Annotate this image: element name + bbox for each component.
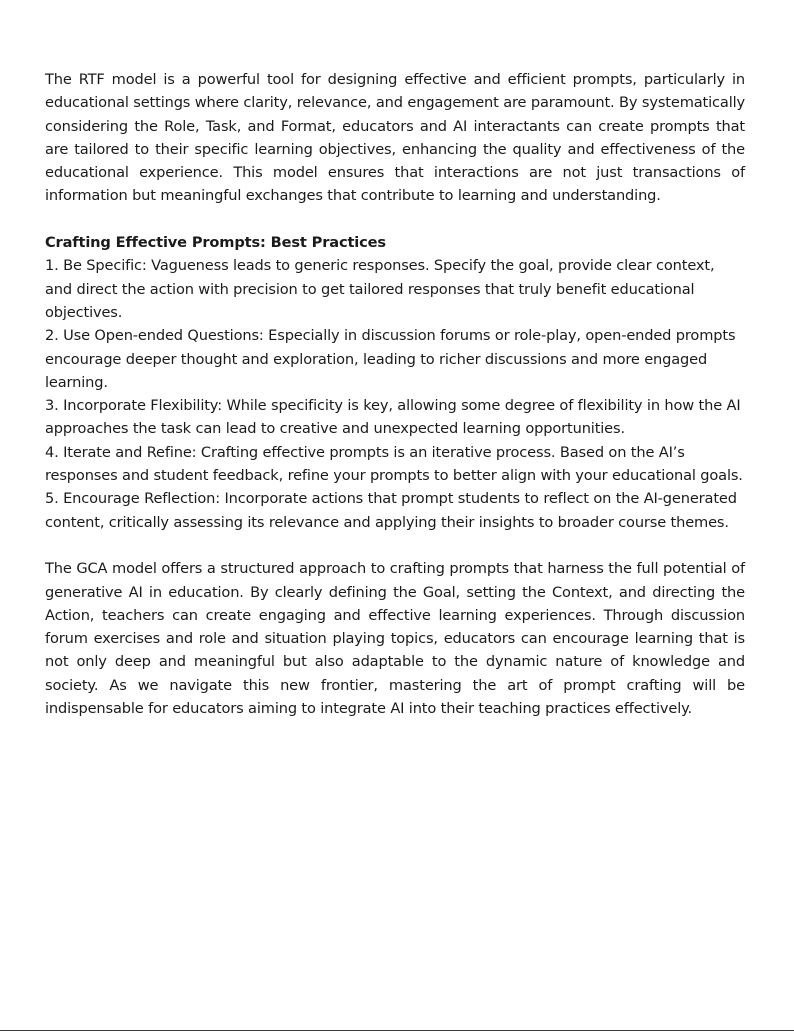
list-item: 1. Be Specific: Vagueness leads to generic responses. Specify the goal, provide clear context, and direct the action with precision to get tailored responses that truly benefit educational objectives. xyxy=(45,257,715,321)
section-heading: Crafting Effective Prompts: Best Practices xyxy=(45,234,386,252)
closing-paragraph: The GCA model offers a structured approach to crafting prompts that harness the full potential of generative AI in education. By clearly defining the Goal, setting the Context, and directing the Action, teachers can create engaging and effective learning experiences. Through discussion forum exercises and role and situation playing topics, educators can encourage learning that is not only deep and meaningful but also adaptable to the dynamic nature of knowledge and society. As we navigate this new frontier, mastering the art of prompt crafting will be indispensable for educators aiming to integrate AI into their teaching practices effectively. xyxy=(45,560,745,718)
document-body xyxy=(45,68,745,720)
intro-paragraph: The RTF model is a powerful tool for designing effective and efficient prompts, particularly in educational settings where clarity, relevance, and engagement are paramount. By systematically considering the Role, Task, and Format, educators and AI interactants can create prompts that are tailored to their specific learning objectives, enhancing the quality and effectiveness of the educational experience. This model ensures that interactions are not just transactions of information but meaningful exchanges that contribute to learning and understanding. xyxy=(45,71,745,205)
list-item: 4. Iterate and Refine: Crafting effective prompts is an iterative process. Based on the AI’s responses and student feedback, refine your prompts to better align with your educational goals. xyxy=(45,443,743,485)
list-item: 5. Encourage Reflection: Incorporate actions that prompt students to reflect on the AI-generated content, critically assessing its relevance and applying their insights to broader course themes. xyxy=(45,490,737,531)
list-item: 2. Use Open-ended Questions: Especially in discussion forums or role-play, open-ended prompts encourage deeper thought and exploration, leading to richer discussions and more engaged learning. xyxy=(45,327,736,391)
list-item: 3. Incorporate Flexibility: While specificity is key, allowing some degree of flexibility in how the AI approaches the task can lead to creative and unexpected learning opportunities. xyxy=(45,397,741,438)
best-practices-list xyxy=(45,254,745,534)
